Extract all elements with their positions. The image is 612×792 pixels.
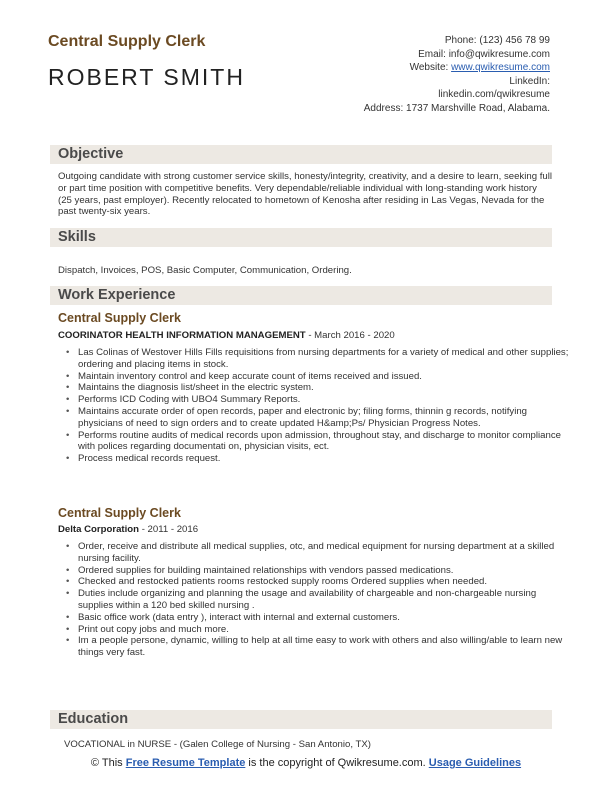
job-bullets xyxy=(58,347,572,465)
job-company-line xyxy=(58,524,198,535)
address-label: Address: xyxy=(363,102,404,114)
list-item: • Duties include organizing and planning the usage and availability of chargeable and non-chargeable nursing supplies within a 120 bed skilled nursing . xyxy=(78,588,572,612)
list-item: • Maintain inventory control and keep accurate count of items received and issued. xyxy=(78,371,572,383)
candidate-name: ROBERT SMITH xyxy=(48,64,245,90)
linkedin-value: linkedin.com/qwikresume xyxy=(438,89,550,100)
website-link[interactable]: www.qwikresume.com xyxy=(451,62,550,73)
contact-phone xyxy=(350,34,550,48)
linkedin-label: LinkedIn: xyxy=(509,75,550,87)
list-item: • Ordered supplies for building maintained relationships with vendors passed medications. xyxy=(78,565,572,577)
contact-block xyxy=(350,34,550,115)
copyright-footer xyxy=(0,757,612,770)
list-item: • Process medical records request. xyxy=(78,453,572,465)
list-item: • Performs routine audits of medical records upon admission, throughout stay, and discharge to monitor compliance with polices regarding documentati on, physician visits, ect. xyxy=(78,430,572,454)
company-name: COORINATOR HEALTH INFORMATION MANAGEMENT xyxy=(58,330,306,341)
list-item: • Im a people persone, dynamic, willing to help at all time easy to work with others and also willing/able to learn new things very fast. xyxy=(78,635,572,659)
objective-heading: Objective xyxy=(58,146,124,162)
education-section-header xyxy=(50,710,552,729)
email-label: Email: xyxy=(418,48,446,60)
job-title: Central Supply Clerk xyxy=(58,506,181,520)
list-item: • Basic office work (data entry ), interact with internal and external customers. xyxy=(78,612,572,624)
contact-email xyxy=(350,48,550,62)
list-item: • Print out copy jobs and much more. xyxy=(78,624,572,636)
job-dates: - 2011 - 2016 xyxy=(139,524,199,535)
contact-address xyxy=(350,102,550,116)
job-company-line xyxy=(58,330,395,341)
job-bullets xyxy=(58,541,572,659)
skills-section-header xyxy=(50,228,552,247)
phone-label: Phone: xyxy=(444,35,477,46)
list-item: • Checked and restocked patients rooms restocked supply rooms Ordered supplies when needed. xyxy=(78,576,572,588)
list-item: • Performs ICD Coding with UBO4 Summary Reports. xyxy=(78,394,572,406)
contact-website xyxy=(350,61,550,75)
footer-prefix: © This xyxy=(90,757,126,769)
list-item: • Maintains accurate order of open records, paper and electronic by; filing forms, thinnin g records, notifying physicians of need to sign orders and to create updated H&amp;Ps/ Physician Progress Notes. xyxy=(78,406,572,430)
experience-heading: Work Experience xyxy=(58,287,176,303)
job-dates: - March 2016 - 2020 xyxy=(305,330,395,341)
address-value: 1737 Marshville Road, Alabama. xyxy=(406,102,550,114)
list-item: • Maintains the diagnosis list/sheet in the electric system. xyxy=(78,382,572,394)
usage-guidelines-link[interactable]: Usage Guidelines xyxy=(428,757,522,769)
education-heading: Education xyxy=(58,711,129,727)
skills-heading: Skills xyxy=(58,229,96,245)
education-entry: VOCATIONAL in NURSE - (Galen College of Nursing - San Antonio, TX) xyxy=(64,739,371,750)
free-resume-template-link[interactable]: Free Resume Template xyxy=(125,757,246,769)
company-name: Delta Corporation xyxy=(58,524,140,535)
website-label: Website: xyxy=(409,62,449,73)
skills-text: Dispatch, Invoices, POS, Basic Computer, Communication, Ordering. xyxy=(58,265,352,276)
footer-middle: is the copyright of Qwikresume.com. xyxy=(245,757,429,769)
experience-section-header xyxy=(50,286,552,305)
objective-text: Outgoing candidate with strong customer service skills, honesty/integrity, creativity, and a desire to learn, seeking full or part time position with competitive benefits. Very dependable/reliable individual with long-standing work history (25 years, past employer). Recently relocated to hometown of Kenosha after residing in Las Vegas, Nevada for the past twenty-six years. xyxy=(58,171,552,218)
list-item: • Order, receive and distribute all medical supplies, otc, and medical equipment for nursing department at a skilled nursing facility. xyxy=(78,541,572,565)
job-title: Central Supply Clerk xyxy=(58,311,181,325)
objective-section-header xyxy=(50,145,552,164)
email-value: info@qwikresume.com xyxy=(448,48,550,60)
list-item: • Las Colinas of Westover Hills Fills requisitions from nursing departments for a variety of medical and other supplies; ordering and placing items in stock. xyxy=(78,347,572,371)
header-job-title: Central Supply Clerk xyxy=(48,33,206,50)
phone-value: (123) 456 78 99 xyxy=(479,35,550,46)
